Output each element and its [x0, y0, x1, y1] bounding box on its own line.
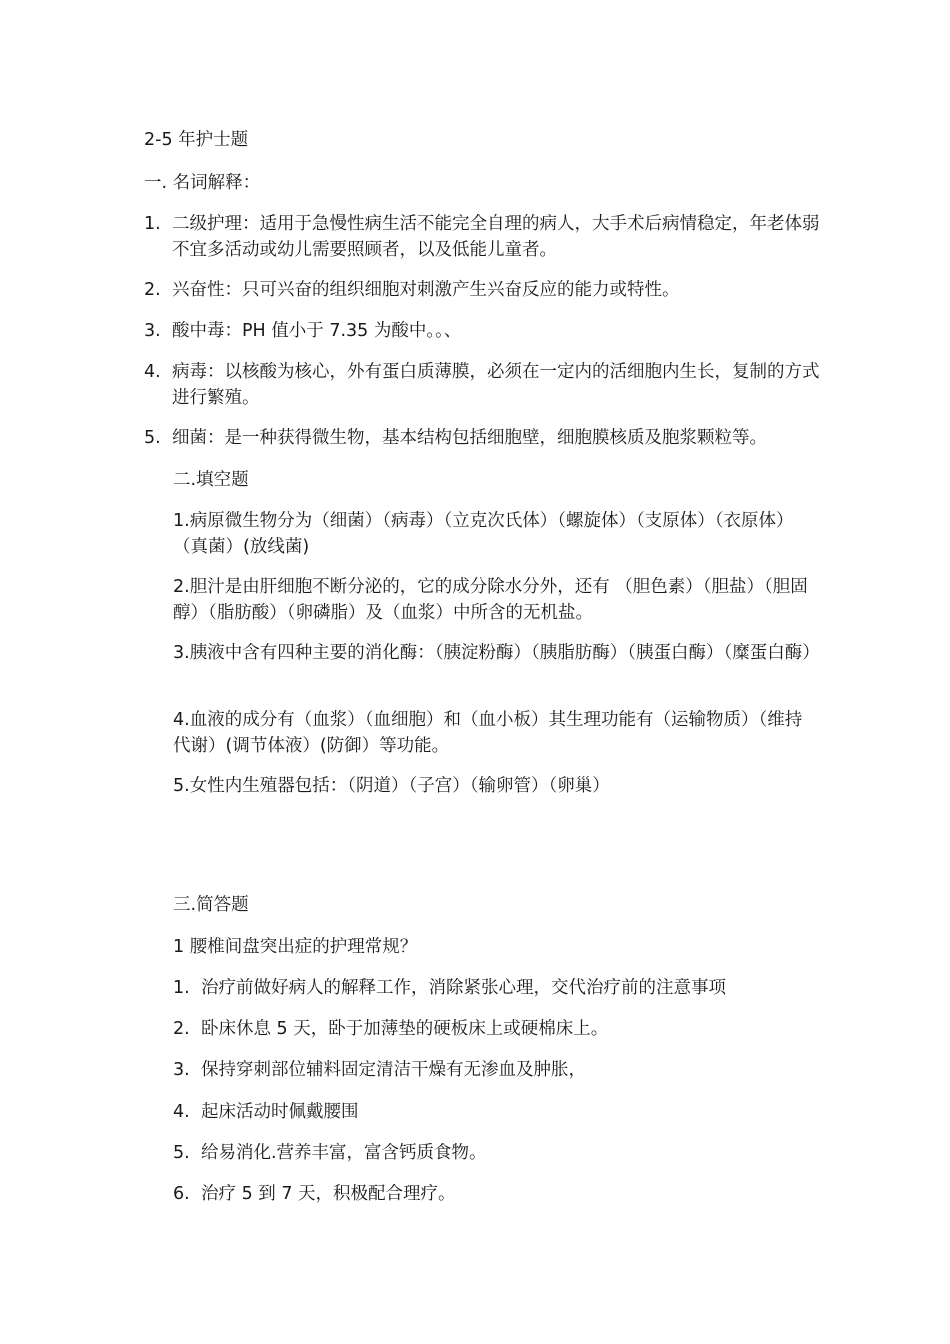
item-number: 1. — [144, 214, 161, 234]
item-number: 5. — [144, 428, 161, 448]
definition-item — [144, 211, 824, 263]
definition-item — [144, 318, 824, 344]
section-heading-short-answer: 三.简答题 — [173, 895, 249, 915]
short-answer-question: 1 腰椎间盘突出症的护理常规？ — [173, 937, 418, 957]
item-number: 2. — [144, 280, 161, 300]
item-text: 细菌：是一种获得微生物，基本结构包括细胞壁，细胞膜核质及胞浆颗粒等。 — [172, 428, 767, 448]
item-number: 3. — [173, 1060, 190, 1080]
fill-in-item: 3.胰液中含有四种主要的消化酶：（胰淀粉酶）（胰脂肪酶）（胰蛋白酶）（糜蛋白酶） — [173, 643, 820, 663]
item-text: 卧床休息 5 天，卧于加薄垫的硬板床上或硬棉床上。 — [201, 1019, 609, 1039]
fill-in-item: 1.病原微生物分为（细菌）（病毒）（立克次氏体）（螺旋体）（支原体）（衣原体）（真菌）(放线菌) — [173, 511, 794, 557]
item-text: 兴奋性：只可兴奋的组织细胞对刺激产生兴奋反应的能力或特性。 — [172, 280, 680, 300]
item-number: 5. — [173, 1143, 190, 1163]
answer-item — [173, 1140, 823, 1166]
answer-item — [173, 1099, 823, 1125]
definition-item — [144, 425, 844, 451]
item-number: 6. — [173, 1184, 190, 1204]
answer-item — [173, 1181, 823, 1207]
fill-in-item: 5.女性内生殖器包括：（阴道）（子宫）（输卵管）（卵巢） — [173, 776, 610, 796]
item-text: 治疗前做好病人的解释工作，消除紧张心理，交代治疗前的注意事项 — [201, 978, 726, 998]
item-number: 3. — [144, 321, 161, 341]
item-text: 病毒：以核酸为核心，外有蛋白质薄膜，必须在一定内的活细胞内生长，复制的方式进行繁殖。 — [172, 362, 820, 408]
item-number: 4. — [173, 1102, 190, 1122]
document-title: 2-5 年护士题 — [144, 130, 249, 150]
item-text: 治疗 5 到 7 天，积极配合理疗。 — [201, 1184, 456, 1204]
section-heading-fill-in: 二.填空题 — [173, 470, 249, 490]
definition-item — [144, 359, 824, 411]
definition-item — [144, 277, 824, 303]
fill-in-item: 4.血液的成分有（血浆）（血细胞）和（血小板）其生理功能有（运输物质）（维持代谢）(调节体液）(防御）等功能。 — [173, 710, 803, 756]
item-text: 给易消化.营养丰富，富含钙质食物。 — [201, 1143, 487, 1163]
item-number: 2. — [173, 1019, 190, 1039]
item-number: 1. — [173, 978, 190, 998]
item-text: 保持穿刺部位辅料固定清洁干燥有无渗血及肿胀， — [201, 1060, 586, 1080]
section-heading-definitions: 一. 名词解释： — [144, 173, 261, 193]
answer-item — [173, 1057, 823, 1083]
item-text: 酸中毒：PH 值小于 7.35 为酸中。。、 — [172, 321, 462, 341]
answer-item — [173, 975, 823, 1001]
answer-item — [173, 1016, 823, 1042]
item-text: 二级护理：适用于急慢性病生活不能完全自理的病人，大手术后病情稳定，年老体弱不宜多活动或幼儿需要照顾者，以及低能儿童者。 — [172, 214, 820, 260]
item-text: 起床活动时佩戴腰围 — [201, 1102, 359, 1122]
item-number: 4. — [144, 362, 161, 382]
fill-in-item: 2.胆汁是由肝细胞不断分泌的，它的成分除水分外，还有 （胆色素）（胆盐）（胆固醇）（脂肪酸）（卵磷脂）及（血浆）中所含的无机盐。 — [173, 577, 808, 623]
